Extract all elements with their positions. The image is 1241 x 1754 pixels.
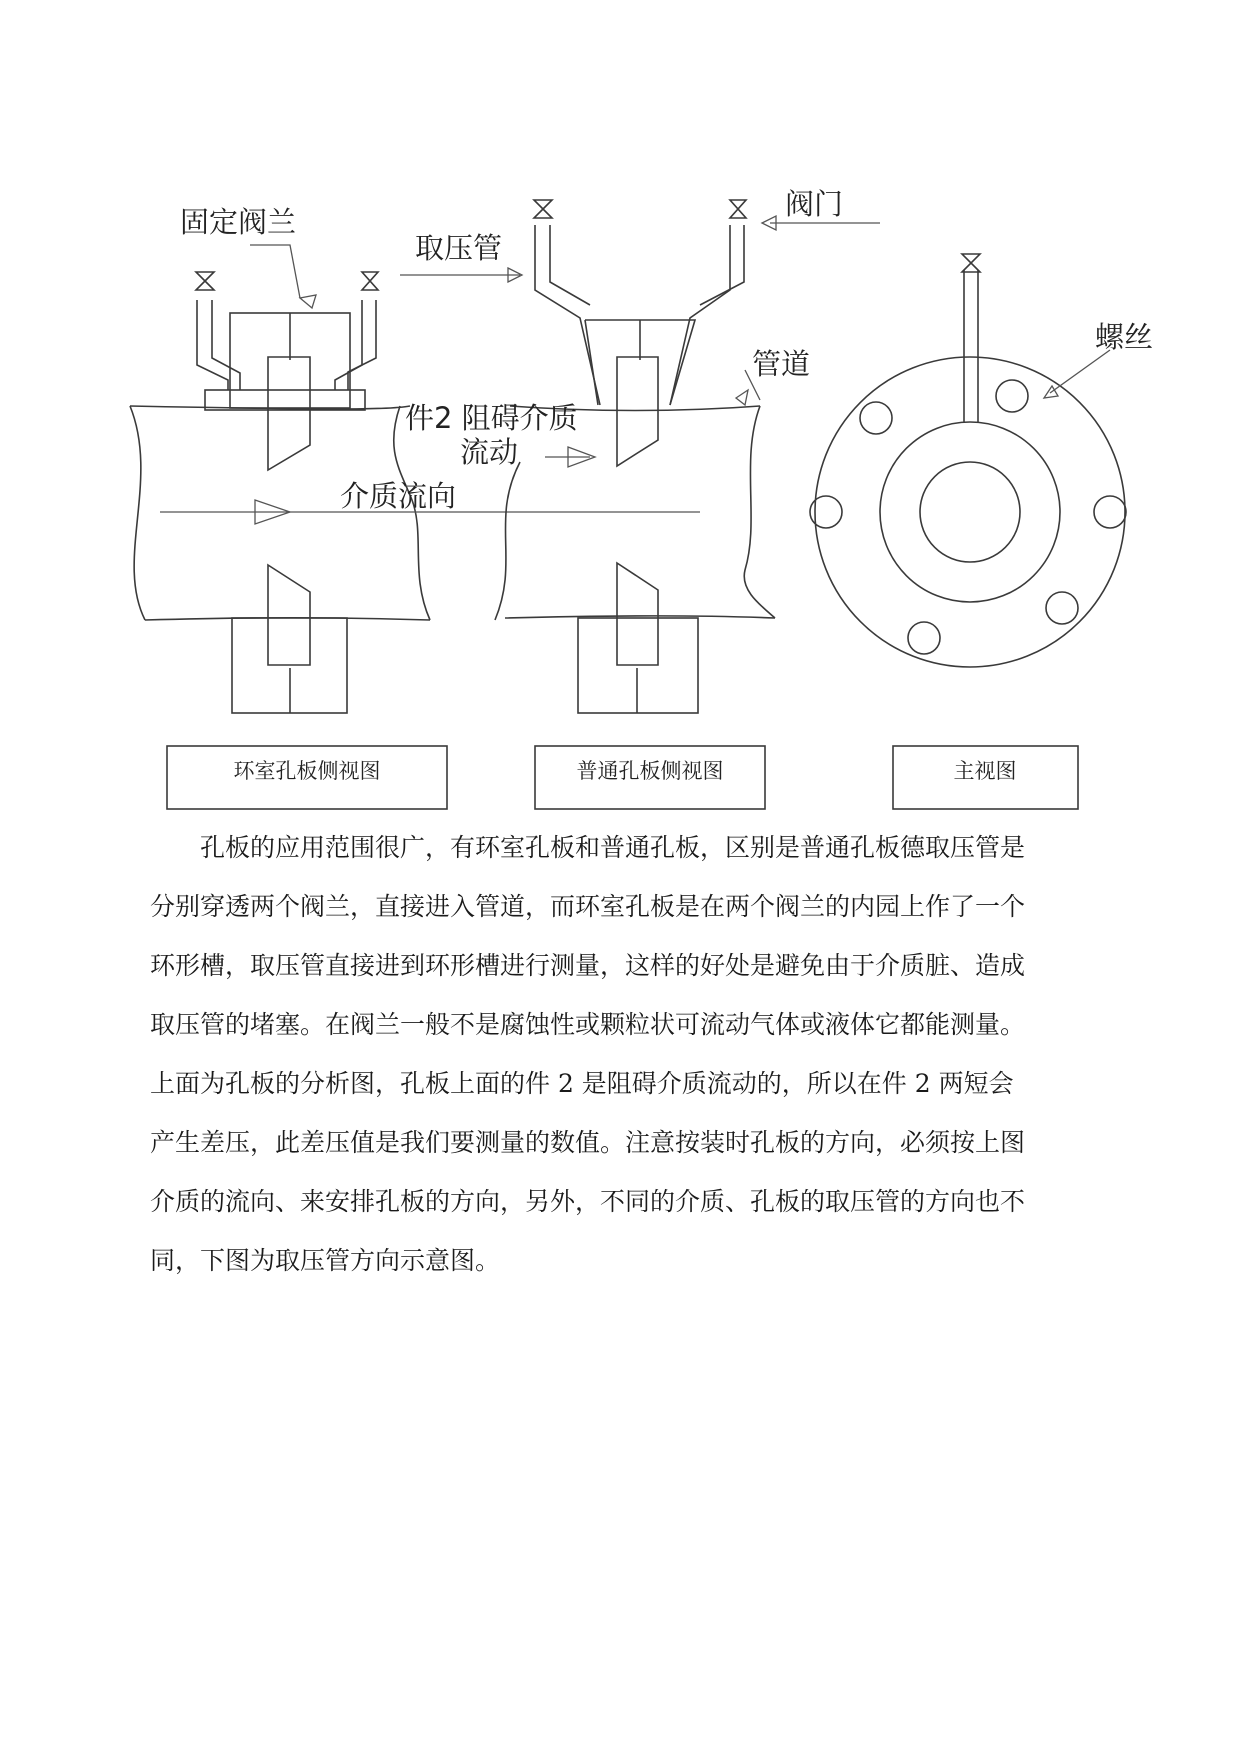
flange-front-drawing — [810, 254, 1126, 667]
body-paragraph — [150, 818, 1150, 1290]
fixed-flange-label: 固定阀兰 — [180, 205, 297, 239]
caption-ordinary: 普通孔板侧视图 — [576, 759, 724, 783]
paragraph-line: 分别穿透两个阀兰，直接进入管道，而环室孔板是在两个阀兰的内园上作了一个 — [150, 892, 1026, 921]
part2-label-line2: 流动 — [460, 435, 519, 469]
paragraph-line: 同，下图为取压管方向示意图。 — [150, 1246, 501, 1275]
paragraph-line: 取压管的堵塞。在阀兰一般不是腐蚀性或颗粒状可流动气体或液体它都能测量。 — [150, 1010, 1026, 1039]
caption-main: 主视图 — [953, 759, 1017, 783]
flow-direction-label: 介质流向 — [340, 479, 457, 513]
paragraph-line: 产生差压，此差压值是我们要测量的数值。注意按装时孔板的方向，必须按上图 — [150, 1128, 1026, 1157]
paragraph-line: 环形槽，取压管直接进到环形槽进行测量，这样的好处是避免由于介质脏、造成 — [150, 951, 1026, 980]
paragraph-line: 孔板的应用范围很广，有环室孔板和普通孔板，区别是普通孔板德取压管是 — [200, 833, 1026, 862]
caption-annular: 环室孔板侧视图 — [233, 759, 381, 783]
orifice-diagram-figure — [0, 0, 1241, 830]
paragraph-line: 上面为孔板的分析图，孔板上面的件 2 是阻碍介质流动的，所以在件 2 两短会 — [150, 1069, 1014, 1098]
valve-label: 阀门 — [785, 187, 844, 221]
paragraph-line: 介质的流向、来安排孔板的方向，另外，不同的介质、孔板的取压管的方向也不 — [150, 1187, 1026, 1216]
screw-label: 螺丝 — [1095, 320, 1154, 354]
pressure-tube-label: 取压管 — [415, 231, 503, 265]
pipe-label: 管道 — [752, 347, 811, 381]
part2-label-line1: 件2 阻碍介质 — [405, 401, 578, 435]
